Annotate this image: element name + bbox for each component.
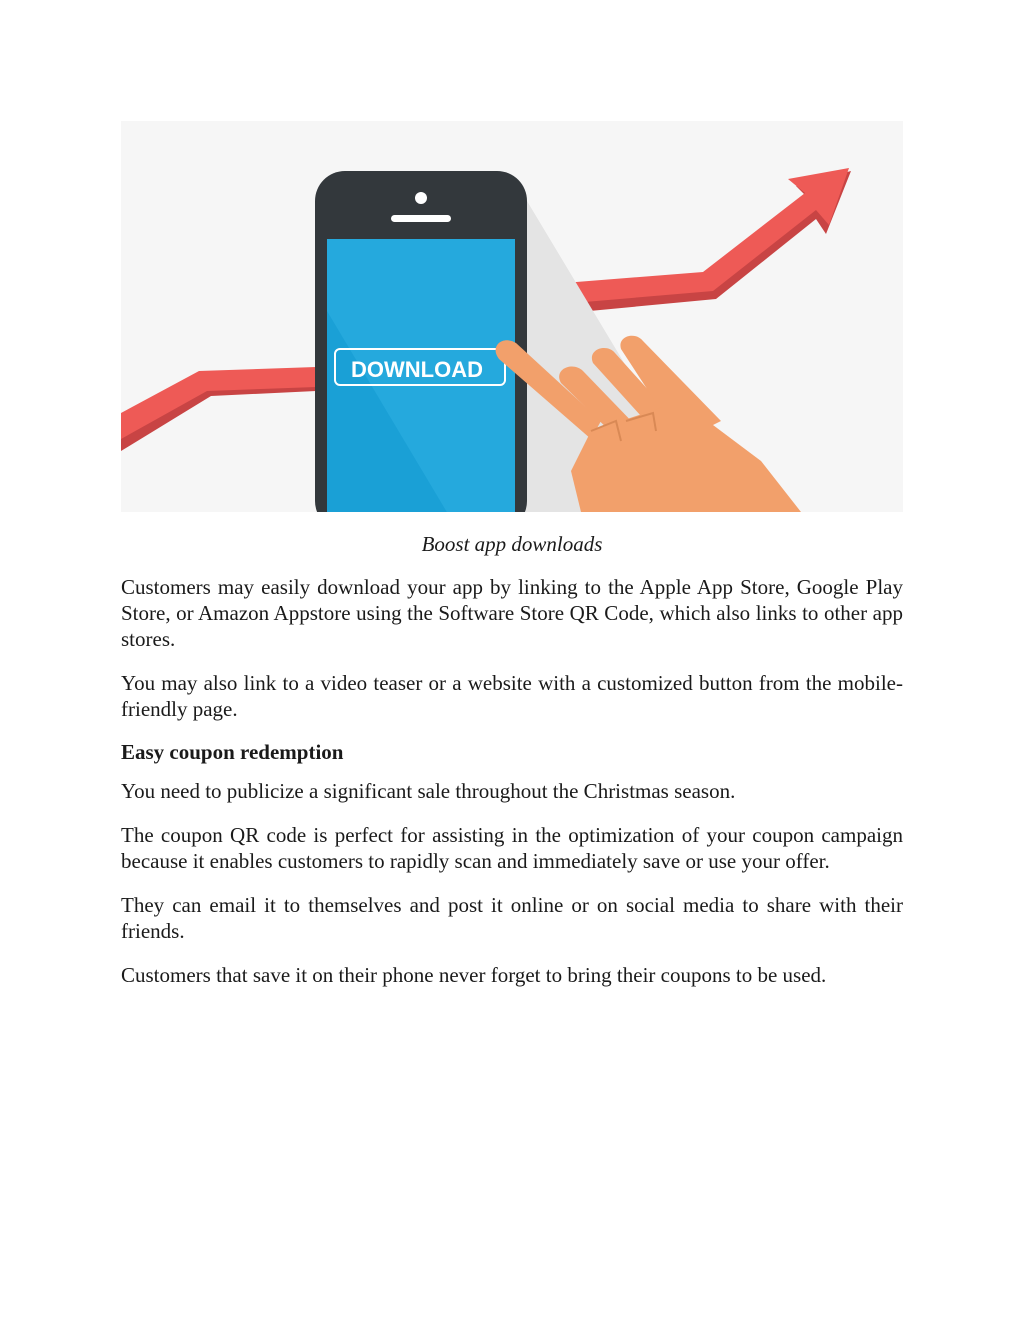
hero-illustration	[121, 121, 903, 512]
paragraph-save-phone: Customers that save it on their phone never forget to bring their coupons to be used.	[121, 963, 827, 987]
paragraph-christmas-sale: You need to publicize a significant sale throughout the Christmas season.	[121, 779, 736, 803]
figure-caption: Boost app downloads	[421, 532, 603, 556]
paragraph-email-share: They can email it to themselves and post it online or on social media to share with their friends.	[121, 893, 903, 943]
paragraph-video-teaser: You may also link to a video teaser or a website with a customized button from the mobile-friendly page.	[121, 671, 903, 721]
download-growth-illustration	[121, 121, 903, 512]
section-heading: Easy coupon redemption	[121, 740, 344, 764]
smartphone-icon	[315, 171, 527, 512]
document-page	[121, 121, 903, 988]
paragraph-app-stores: Customers may easily download your app by linking to the Apple App Store, Google Play Store, or Amazon Appstore using the Software Store QR Code, which also links to other app stores.	[121, 575, 903, 651]
download-button-label: DOWNLOAD	[351, 357, 483, 382]
paragraph-coupon-qr: The coupon QR code is perfect for assisting in the optimization of your coupon campaign because it enables customers to rapidly scan and immediately save or use your offer.	[121, 823, 903, 873]
